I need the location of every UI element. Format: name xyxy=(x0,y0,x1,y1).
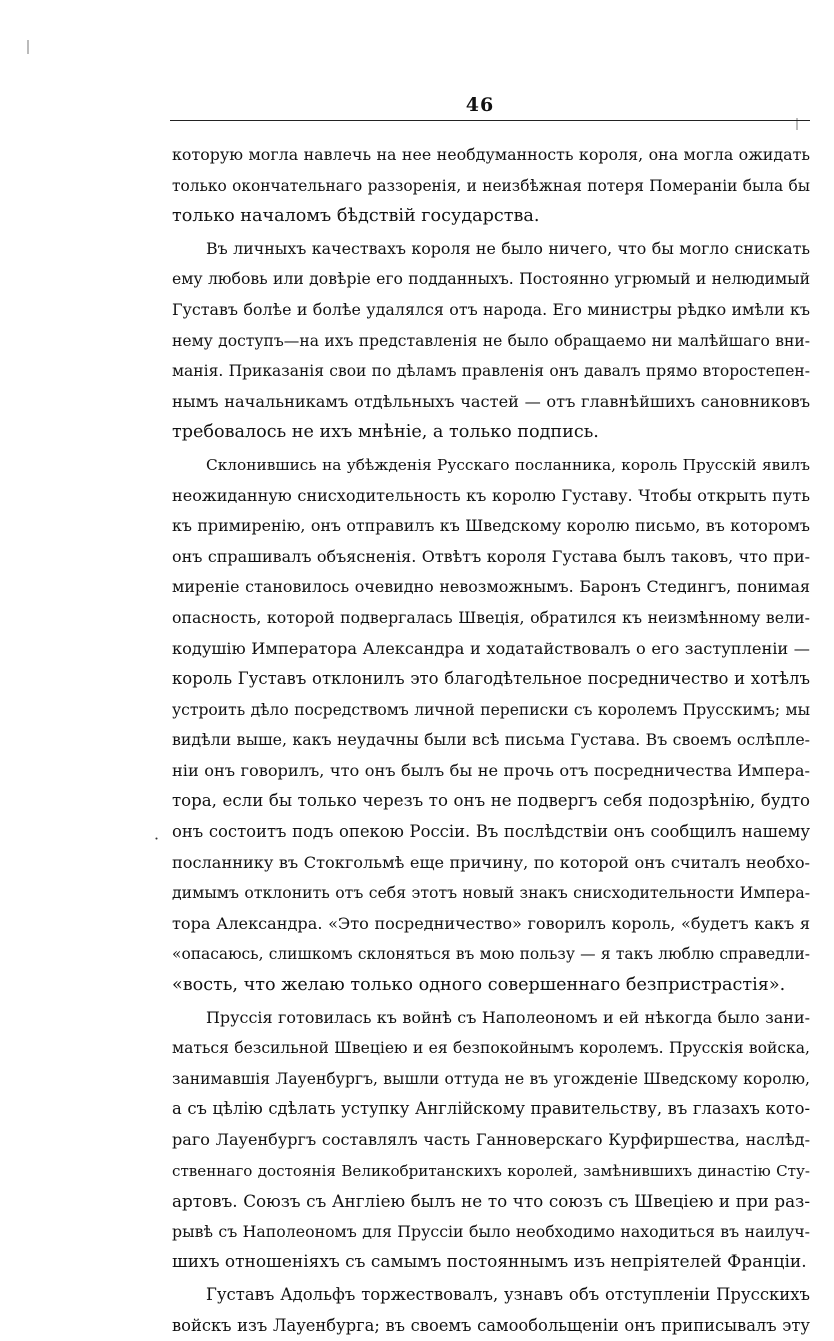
text-line: тора Александра. «Это посредничество» говорилъ король, «будетъ какъ я xyxy=(172,913,810,933)
text-line: Густавъ Адольфъ торжествовалъ, узнавъ объ отступленіи Прусскихъ xyxy=(206,1284,810,1304)
text-line: только началомъ бѣдствій государства. xyxy=(172,206,540,227)
text-line: неожиданную снисходительность къ королю Густаву. Чтобы открыть путь xyxy=(172,485,810,505)
paragraph xyxy=(172,450,810,1001)
text-line: ніи онъ говорилъ, что онъ былъ бы не прочь отъ посредничества Импера- xyxy=(172,760,810,780)
text-line: видѣли выше, какъ неудачны были всѣ письма Густава. Въ своемъ ослѣпле- xyxy=(172,730,810,750)
text-line: маться безсильной Швеціею и ея безпокойнымъ королемъ. Прусскія войска, xyxy=(172,1039,810,1058)
text-line: артовъ. Союзъ съ Англіею былъ не то что союзъ съ Швеціею и при раз- xyxy=(172,1191,810,1212)
text-line: устроить дѣло посредствомъ личной переписки съ королемъ Прусскимъ; мы xyxy=(172,700,810,719)
text-line: Густавъ болѣе и болѣе удалялся отъ народа. Его министры рѣдко имѣли къ xyxy=(172,299,810,319)
paragraph xyxy=(172,1003,810,1278)
text-line: а съ цѣлію сдѣлать уступку Англійскому правительству, въ глазахъ кото- xyxy=(172,1099,810,1119)
scan-margin-mark xyxy=(27,40,29,54)
text-line: онъ спрашивалъ объясненія. Отвѣтъ короля Густава былъ таковъ, что при- xyxy=(172,546,810,566)
paragraph xyxy=(172,140,810,232)
text-line: нему доступъ—на ихъ представленія не было обращаемо ни малѣйшаго вни- xyxy=(172,331,810,350)
text-line: онъ состоитъ подъ опекою Россіи. Въ послѣдствіи онъ сообщилъ нашему xyxy=(172,822,810,842)
text-line: раго Лауенбургъ составлялъ часть Ганноверскаго Курфиршества, наслѣд- xyxy=(172,1130,810,1149)
text-line: нымъ начальникамъ отдѣльныхъ частей — отъ главнѣйшихъ сановниковъ xyxy=(172,391,810,411)
header-rule xyxy=(170,120,810,121)
paragraph xyxy=(172,234,810,448)
text-line: ему любовь или довѣріе его подданныхъ. Постоянно угрюмый и нелюдимый xyxy=(172,269,810,289)
text-line: король Густавъ отклонилъ это благодѣтельное посредничество и хотѣлъ xyxy=(172,669,810,689)
text-line: только окончательнаго раззоренія, и неизбѣжная потеря Помераніи была бы xyxy=(172,176,810,195)
text-line: которую могла навлечь на нее необдуманность короля, она могла ожидать xyxy=(172,145,810,164)
text-line: ственнаго достоянія Великобританскихъ королей, замѣнившихъ династію Сту- xyxy=(172,1161,810,1180)
text-line: миреніе становилось очевидно невозможнымъ. Баронъ Стедингъ, понимая xyxy=(172,577,810,597)
text-line: «вость, что желаю только одного совершеннаго безпристрастія». xyxy=(172,975,786,996)
text-line: тора, если бы только черезъ то онъ не подвергъ себя подозрѣнію, будто xyxy=(172,791,810,811)
text-line: къ примиренію, онъ отправилъ къ Шведскому королю письмо, въ которомъ xyxy=(172,516,810,536)
body-text xyxy=(172,140,810,1341)
text-line: войскъ изъ Лауенбурга; въ своемъ самообольщеніи онъ приписывалъ эту xyxy=(172,1315,810,1335)
text-line: занимавшія Лауенбургъ, вышли оттуда не въ угожденіе Шведскому королю, xyxy=(172,1069,810,1088)
text-line: «опасаюсь, слишкомъ склоняться въ мою пользу — я такъ люблю справедли- xyxy=(172,945,810,964)
scan-speck: ˙ xyxy=(152,835,161,856)
text-line: шихъ отношеніяхъ съ самымъ постояннымъ изъ непріятелей Франціи. xyxy=(172,1252,807,1273)
text-line: кодушію Императора Александра и ходатайствовалъ о его заступленіи — xyxy=(172,638,810,658)
text-line: рывѣ съ Наполеономъ для Пруссіи было необходимо находиться въ наилуч- xyxy=(172,1221,810,1241)
text-line: манія. Приказанія свои по дѣламъ правленія онъ давалъ прямо второстепен- xyxy=(172,362,810,381)
text-line: Въ личныхъ качествахъ короля не было ничего, что бы могло снискать xyxy=(206,238,810,258)
paragraph xyxy=(172,1280,810,1341)
text-line: Склонившись на убѣжденія Русскаго посланника, король Прусскій явилъ xyxy=(206,455,810,474)
text-line: димымъ отклонить отъ себя этотъ новый знакъ снисходительности Импера- xyxy=(172,883,810,903)
text-line: Пруссія готовилась къ войнѣ съ Наполеономъ и ей нѣкогда было зани- xyxy=(206,1007,810,1027)
text-line: посланнику въ Стокгольмѣ еще причину, по которой онъ считалъ необхо- xyxy=(172,852,810,872)
text-line: опасность, которой подвергалась Швеція, обратился къ неизмѣнному вели- xyxy=(172,607,810,627)
page-number: 46 xyxy=(465,94,495,116)
text-line: требовалось не ихъ мнѣніе, а только подпись. xyxy=(172,422,599,443)
